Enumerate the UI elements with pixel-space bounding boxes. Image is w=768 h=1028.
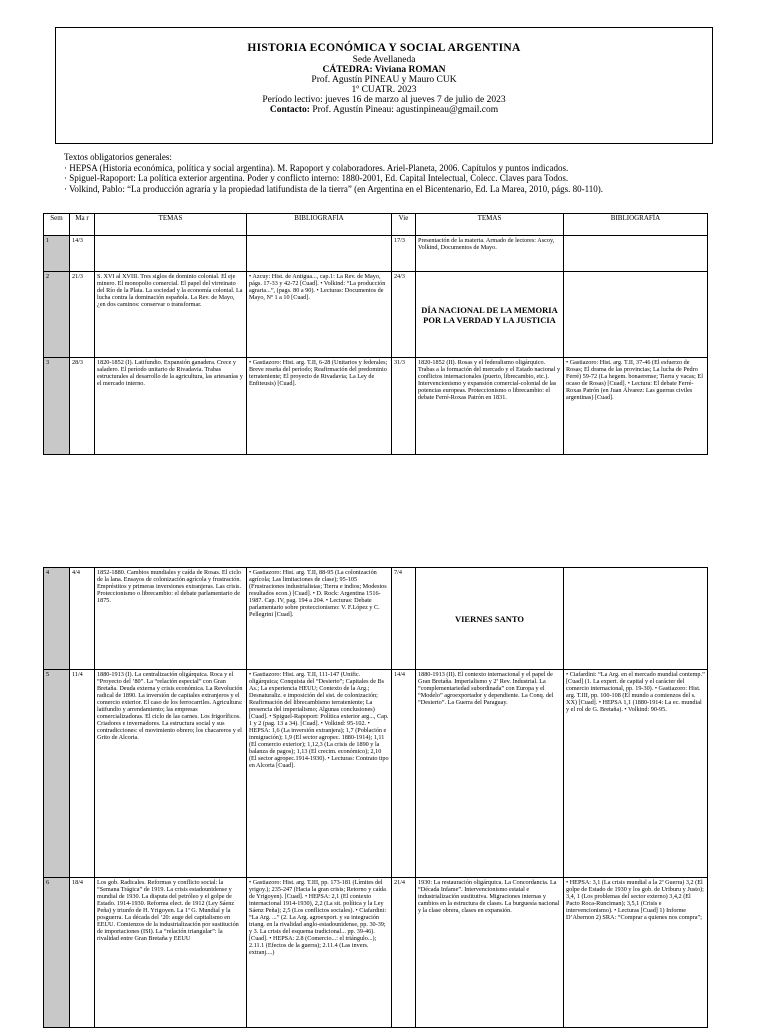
week-number: 3 — [44, 358, 70, 455]
sede: Sede Avellaneda — [352, 55, 416, 65]
temas-friday: 1930: La restauración oligárquica. La Concordancia. La “Década Infame”. Intervencionismo estatal e industrialización sustitutiva. Migraciones internas y cambios en la estructura de clases. La burguesía nacional y la clase obrera, clases en expansión. — [416, 878, 564, 1028]
biblio-friday — [564, 236, 708, 272]
cuatrimestre: 1º CUATR. 2023 — [351, 85, 417, 95]
table-row — [44, 878, 708, 1028]
biblio-tuesday: • Azcuy: Hist. de Antigua..., cap.1: La Rev. de Mayo, págs. 17-33 y 42-72 [Cuad]. • Volkind: “La producción agraria...”, (pags. 80 a 90). • Lecturas: Documentos de Mayo, Nº 1 a 10 [Cuad]. — [247, 272, 392, 358]
temas-tuesday: 1880-1913 (I). La centralización oligárquica. Roca y el “Proyecto del ’80”. La “relación especial” con Gran Bretaña. Deuda externa y crisis económica. La Revolución radical de 1890. La inversión de capitales extranjeros y el comercio exterior. El caso de los ferrocarriles. Agricultura: latifundio y arrendamiento; las empresas comercializadoras. El ciclo de las carnes. Los frigoríficos. Criadores e invernadores. La estructura social y sus contradicciones: el movimiento obrero; los chacareros y el Grito de Alcorta. — [95, 670, 247, 878]
biblio-friday — [564, 568, 708, 670]
table-row — [44, 236, 708, 272]
contacto-label: Contacto: — [269, 105, 310, 115]
schedule-table-part1 — [43, 213, 708, 455]
contacto — [56, 105, 712, 115]
temas-friday-holiday: DÍA NACIONAL DE LA MEMORIA POR LA VERDAD Y LA JUSTICIA — [416, 272, 564, 358]
week-number: 6 — [44, 878, 70, 1028]
professors: Prof. Agustín PINEAU y Mauro CUK — [311, 75, 457, 85]
texto-hepsa: · HEPSA (Historia económica, política y social argentina). M. Rapoport y colaboradores. Ariel-Planeta, 2006. Capítulos y puntos indicados. — [64, 162, 569, 173]
biblio-friday: • Ciafardini: “La Arg. en el mercado mundial contemp.” [Cuad] (1. La expert. de capital y el carácter del comercio internacional, pp. 19-30). • Gastiazoro: Hist. arg. T.III, pp. 100-108 (El mundo a comienzos del s. XX) [Cuad]. • HEPSA 1,1 (1880-1914: La ec. mundial y el rol de G. Bretaña). • Volkind: 90-95. — [564, 670, 708, 878]
date-tuesday: 21/3 — [70, 272, 95, 358]
date-tuesday: 11/4 — [70, 670, 95, 878]
biblio-tuesday: • Gastiazoro: Hist. arg. T.II, 111-147 (Unific. oligárquica; Conquista del “Desierto”; Capitales de Bs As.; La experiencia HEUU; Contexto de la Arg.; Desnaturaliz. e imposición del sist. de colonización; Reafirmación del librecambismo terrateniente; La presencia del imperialismo; Algunas conclusiones) [Cuad]. • Spiguel-Rapoport: Política exterior arg..., Cap. 1 y 2 (pag. 13 a 34). [Cuad]. • Volkind: 95-102. • HEPSA: 1,6 (La inversión extranjera); 1,7 (Población e inmigración); 1,9 (El sector agropec. 1880-1914); 1,11 (El comercio exterior); 1,12,3 (La crisis de 1890 y la balanza de pagos); 1,13 (El crecim. económico); 2,10 (El sector agropec.1914-1930). • Lecturas: Contrato tipo en Alcorta [Cuad]. — [247, 670, 392, 878]
date-friday: 7/4 — [392, 568, 416, 670]
course-header — [55, 27, 713, 144]
biblio-friday: • Gastiazoro: Hist. arg. T.II, 37-46 (El esfuerzo de Rosas; El drama de las provincias; La lucha de Pedro Ferré) 59-72 (La hegem. bonaerense; Tierra y vacas; El ocaso de Rosas) [Cuad]. • Lectura: El debate Ferré-Roxas Patrón (en Juan Álvarez: Las guerras civiles argentinas) [Cuad]. — [564, 358, 708, 455]
week-number: 2 — [44, 272, 70, 358]
date-friday: 24/3 — [392, 272, 416, 358]
catedra: CÁTEDRA: Viviana ROMAN — [322, 65, 446, 75]
schedule-table-part2 — [43, 567, 708, 1028]
date-tuesday: 18/4 — [70, 878, 95, 1028]
date-friday: 31/3 — [392, 358, 416, 455]
table-row — [44, 358, 708, 455]
biblio-friday: • HEPSA: 3,1 (La crisis mundial a la 2ª Guerra) 3,2 (El golpe de Estado de 1930 y los gob. de Uriburu y Justo); 3,4, 1 (Los problemas del sector externo) 3,4,2 (El Pacto Roca-Runciman); 3,5,1 (Crisis e intervencionismo). • Lecturas [Cuad] 1) Informe D’Abernon 2) SRA: “Comprar a quienes nos compra”; — [564, 878, 708, 1028]
temas-tuesday: 1820-1852 (I). Latifundio. Expansión ganadera. Crece y saladero. El período unitario de Rivadavia. Trabas estructurales al desarrollo de la agricultura, las artesanías y el mercado interno. — [95, 358, 247, 455]
course-title: HISTORIA ECONÓMICA Y SOCIAL ARGENTINA — [247, 42, 521, 54]
week-number: 5 — [44, 670, 70, 878]
date-friday: 21/4 — [392, 878, 416, 1028]
temas-friday: 1880-1913 (II). El contexto internacional y el papel de Gran Bretaña. Imperialismo y 2ª Rev. Industrial. La “complementariedad subordinada” con Europa y el “Modelo” agroexportador y dependiente. La Conq. del “Desierto”. La Guerra del Paraguay. — [416, 670, 564, 878]
textos-obligatorios — [64, 152, 754, 194]
table-row — [44, 670, 708, 878]
biblio-tuesday: • Gastiazoro: Hist. arg. T.II, 88-95 (La colonización agrícola; Las limitaciones de clase); 95-105 (Frustraciones industrialistas; Tierra e indios; Modestos resultados econ.) [Cuad]. • D. Rock: Argentina 1516-1987. Cap. IV, pag. 194 a 204. • Lecturas: Debate parlamentario sobre proteccionismo: V. F.López y C. Pellegrini [Cuad]. — [247, 568, 392, 670]
table-row — [44, 568, 708, 670]
date-tuesday: 4/4 — [70, 568, 95, 670]
texto-spiguel: · Spiguel-Rapoport: La política exterior argentina. Poder y conflicto interno: 1880-2001, Ed. Capital Intelectual, Colecc. Claves para Todos. — [64, 173, 569, 183]
temas-tuesday: S. XVI al XVIII. Tres siglos de dominio colonial. El eje minero. El monopolio comercial. El papel del virreinato del Río de la Plata. La sociedad y la economía colonial. La lucha contra la dominación española. La Rev. de Mayo, ¿en dos caminos: conservar o transformar. — [95, 272, 247, 358]
header-bibliografia-mar: BIBLIOGRAFÍA — [247, 214, 392, 236]
periodo-lectivo: Período lectivo: jueves 16 de marzo al jueves 7 de julio de 2023 — [262, 95, 506, 105]
date-tuesday: 14/3 — [70, 236, 95, 272]
header-sem: Sem — [44, 214, 70, 236]
biblio-tuesday — [247, 236, 392, 272]
textos-heading: Textos obligatorios generales: — [64, 152, 172, 162]
contacto-value: Prof. Agustín Pineau: agustinpineau@gmail.com — [312, 105, 499, 115]
header-mar: Ma r — [70, 214, 95, 236]
temas-friday: 1820-1852 (II). Rosas y el federalismo oligárquico. Trabas a la formación del mercado y el Estado nacional y conflictos internacionales (puerto, librecambio, etc.). Intervencionismo y expansión comercial-colonial de las potencias europeas. Proteccionismo o librecambio: el debate Ferré-Roxas Patrón en 1831. — [416, 358, 564, 455]
header-bibliografia-vie: BIBLIOGRAFÍA — [564, 214, 708, 236]
temas-friday: Presentación de la materia. Armado de lectores: Ascoy, Volkind, Documentos de Mayo. — [416, 236, 564, 272]
temas-friday-holiday: VIERNES SANTO — [416, 568, 564, 670]
temas-tuesday: 1852-1880. Cambios mundiales y caída de Rosas. El ciclo de la lana. Ensayos de colonización agrícola y frustración. Empréstitos y primeras inversiones extranjeras. Las crisis. Proteccionismo o librecambio: el debate parlamentario de 1875. — [95, 568, 247, 670]
date-friday: 14/4 — [392, 670, 416, 878]
biblio-tuesday: • Gastiazoro: Hist. arg. T.II, 6-28 (Unitarios y federales; Breve reseña del período; Reafirmación del predominio terrateniente; El proyecto de Rivadavia; La Ley de Enfiteusis) [Cuad]. — [247, 358, 392, 455]
date-tuesday: 28/3 — [70, 358, 95, 455]
header-vie: Vie — [392, 214, 416, 236]
header-temas-vie: TEMAS — [416, 214, 564, 236]
table-row — [44, 272, 708, 358]
header-temas-mar: TEMAS — [95, 214, 247, 236]
week-number: 4 — [44, 568, 70, 670]
biblio-tuesday: • Gastiazoro: Hist. arg. T.III, pp. 173-181 (Límites del yrigoy.); 235-247 (Hacia la gran crisis; Retorno y caída de Yrigoyen). [Cuad]. • HEPSA: 2,1 (El contexto internacional 1914-1930), 2,2 (La sit. política y la Ley Sáenz Peña); 2,5 (Los conflictos sociales). • Ciafardini: “La Arg. ...” (2. La Arg. agroexport. y su integración triang. en la rivalidad anglo-estadounidense, pp. 30-39; y 3. La crisis del esquema tradicional... pp. 39-46). [Cuad]. • HEPSA: 2.8 (Comercio...: el triángulo...); 2.11.1 (Efectos de la guerra); 2.11.4 (Las invers. extranj....) — [247, 878, 392, 1028]
biblio-friday — [564, 272, 708, 358]
date-friday: 17/3 — [392, 236, 416, 272]
week-number: 1 — [44, 236, 70, 272]
texto-volkind: · Volkind, Pablo: “La producción agraria y la propiedad latifundista de la tierra” (en Argentina en el Bicentenario, Ed. La Marea, 2010, págs. 80-110). — [64, 183, 603, 194]
temas-tuesday — [95, 236, 247, 272]
temas-tuesday: Los gob. Radicales. Reformas y conflicto social: la “Semana Trágica” de 1919. La crisis estadounidense y mundial de 1930. La disputa del petróleo y el golpe de Estado. 1914-1930. Reforma elect. de 1912 (Ley Sáenz Peña) y triunfo de H. Yrigoyen. La 1ª G. Mundial y la posguerra. La década del ’20: auge del capitalismo en EEUU. Comienzos de la industrialización por sustitución de importaciones (ISI). La “relación triangular”: la rivalidad entre Gran Bretaña y EEUU — [95, 878, 247, 1028]
